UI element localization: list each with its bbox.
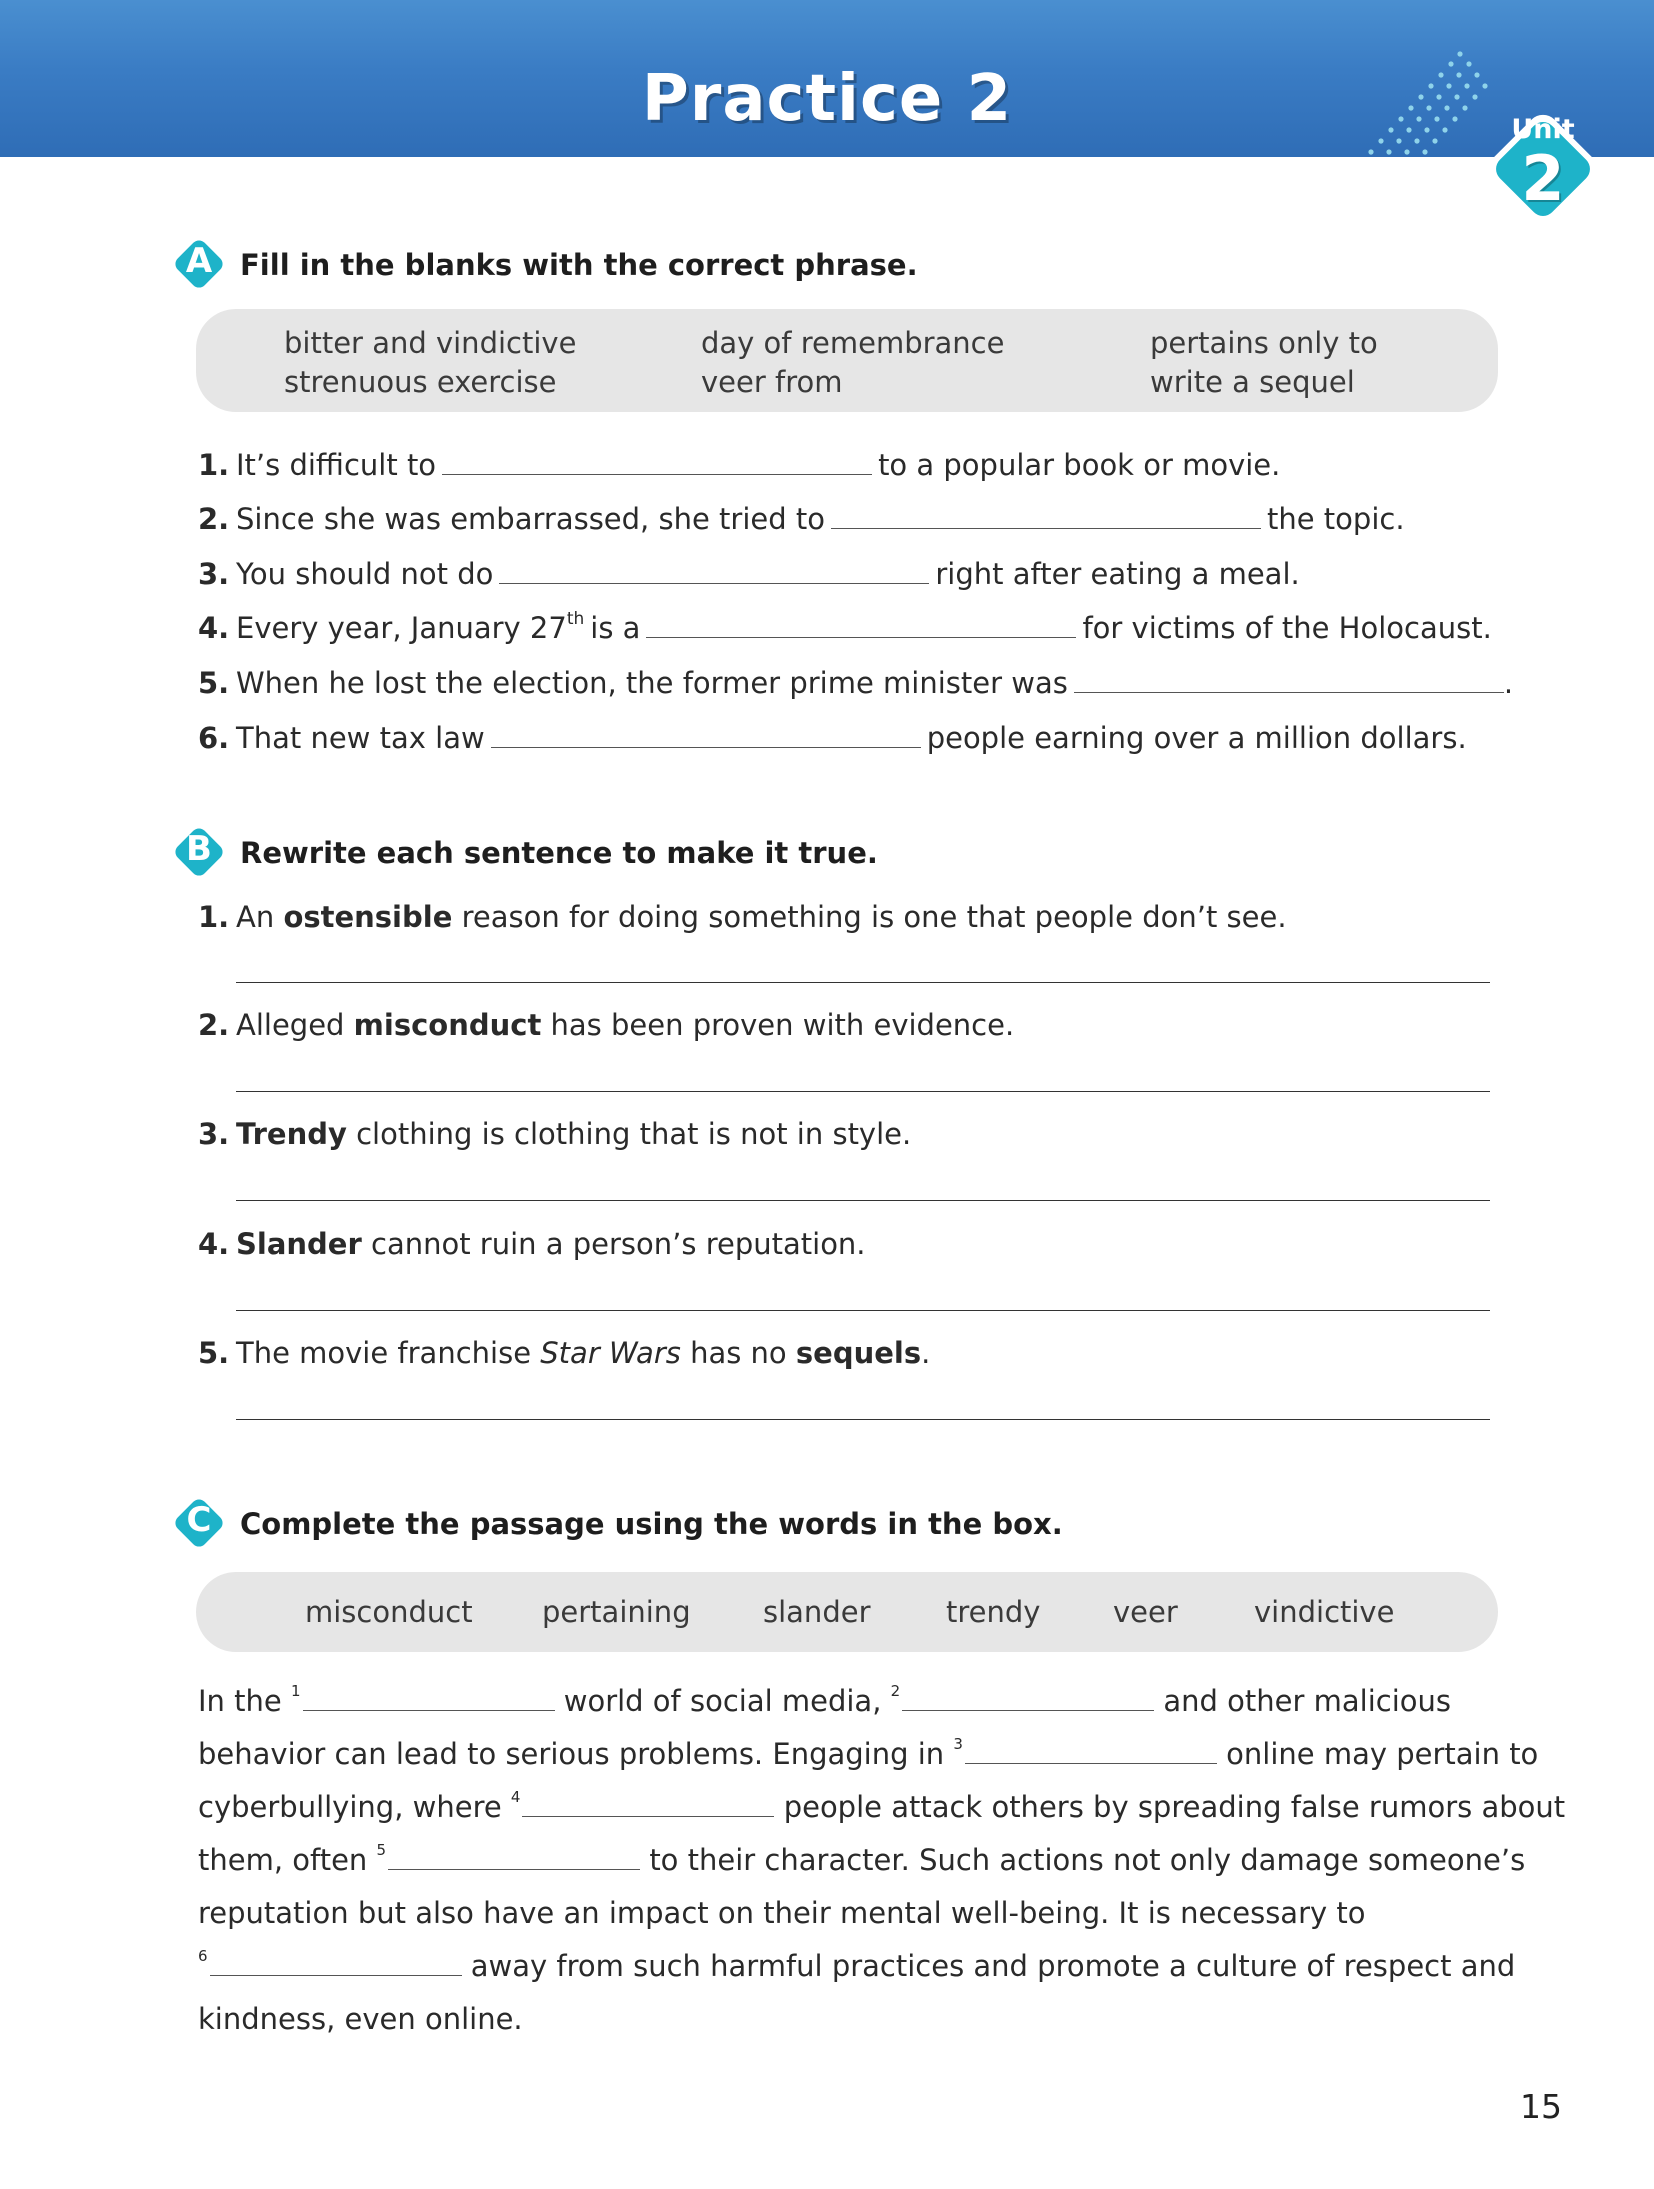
page-number: 15 bbox=[1520, 2087, 1562, 2126]
answer-blank[interactable] bbox=[965, 1737, 1217, 1764]
unit-label: Unit bbox=[1511, 114, 1575, 145]
list-item: 2. Alleged misconduct has been proven with evidence. bbox=[198, 1008, 1015, 1042]
unit-number: 2 bbox=[1521, 142, 1565, 215]
list-item: 1. It’s difficult to to a popular book or movie. bbox=[198, 448, 1281, 482]
passage-line: reputation but also have an impact on their mental well-being. It is necessary to bbox=[198, 1896, 1366, 1930]
section-c-title: Complete the passage using the words in the box. bbox=[240, 1507, 1063, 1541]
list-item: 6. That new tax law people earning over a million dollars. bbox=[198, 721, 1467, 755]
passage-line: $^6$ away from such harmful practices and promote a culture of respect and bbox=[198, 1947, 1516, 1983]
passage-line: them, often $^5$ to their character. Such actions not only damage someone’s bbox=[198, 1841, 1526, 1877]
list-item: 5. The movie franchise Star Wars has no sequels. bbox=[198, 1336, 931, 1370]
answer-blank[interactable] bbox=[491, 721, 921, 748]
word-box-phrase: strenuous exercise bbox=[284, 365, 557, 399]
passage-line: kindness, even online. bbox=[198, 2002, 523, 2036]
answer-blank[interactable] bbox=[1074, 666, 1504, 693]
answer-blank[interactable] bbox=[522, 1790, 774, 1817]
answer-line[interactable] bbox=[236, 1310, 1490, 1311]
section-b-title: Rewrite each sentence to make it true. bbox=[240, 836, 878, 870]
answer-line[interactable] bbox=[236, 982, 1490, 983]
answer-blank[interactable] bbox=[831, 502, 1261, 529]
list-item: 1. An ostensible reason for doing something is one that people don’t see. bbox=[198, 900, 1287, 934]
section-c-letter: C bbox=[186, 1500, 212, 1540]
word-box-word: vindictive bbox=[1254, 1595, 1395, 1629]
answer-blank[interactable] bbox=[442, 448, 872, 475]
word-box-word: misconduct bbox=[305, 1595, 473, 1629]
word-box-phrase: pertains only to bbox=[1150, 326, 1378, 360]
section-a-letter: A bbox=[185, 241, 213, 281]
list-item: 3. Trendy clothing is clothing that is not in style. bbox=[198, 1117, 912, 1151]
list-item: 2. Since she was embarrassed, she tried to the topic. bbox=[198, 502, 1405, 536]
word-box-word: veer bbox=[1113, 1595, 1178, 1629]
answer-line[interactable] bbox=[236, 1419, 1490, 1420]
word-box-word: slander bbox=[763, 1595, 871, 1629]
passage-line: cyberbullying, where $^4$ people attack others by spreading false rumors about bbox=[198, 1788, 1566, 1824]
passage-line: In the $^1$ world of social media, $^2$ and other malicious bbox=[198, 1682, 1452, 1718]
answer-blank[interactable] bbox=[646, 611, 1076, 638]
answer-blank[interactable] bbox=[388, 1843, 640, 1870]
answer-blank[interactable] bbox=[499, 557, 929, 584]
list-item: 4. Slander cannot ruin a person’s reputation. bbox=[198, 1227, 866, 1261]
answer-blank[interactable] bbox=[210, 1949, 462, 1976]
word-box-word: trendy bbox=[946, 1595, 1041, 1629]
word-box-phrase: veer from bbox=[701, 365, 843, 399]
word-box-phrase: day of remembrance bbox=[701, 326, 1005, 360]
word-box-phrase: bitter and vindictive bbox=[284, 326, 577, 360]
page-title: Practice 2 bbox=[641, 62, 1013, 136]
section-a-title: Fill in the blanks with the correct phrase. bbox=[240, 248, 918, 282]
passage-line: behavior can lead to serious problems. Engaging in $^3$ online may pertain to bbox=[198, 1735, 1539, 1771]
word-box-phrase: write a sequel bbox=[1150, 365, 1355, 399]
list-item: 5. When he lost the election, the former prime minister was . bbox=[198, 666, 1514, 700]
answer-line[interactable] bbox=[236, 1200, 1490, 1201]
answer-blank[interactable] bbox=[303, 1684, 555, 1711]
answer-line[interactable] bbox=[236, 1091, 1490, 1092]
section-b-letter: B bbox=[186, 829, 212, 869]
list-item: 4. Every year, January 27th is a for victims of the Holocaust. bbox=[198, 609, 1492, 645]
word-box-word: pertaining bbox=[542, 1595, 691, 1629]
answer-blank[interactable] bbox=[902, 1684, 1154, 1711]
list-item: 3. You should not do right after eating a meal. bbox=[198, 557, 1300, 591]
